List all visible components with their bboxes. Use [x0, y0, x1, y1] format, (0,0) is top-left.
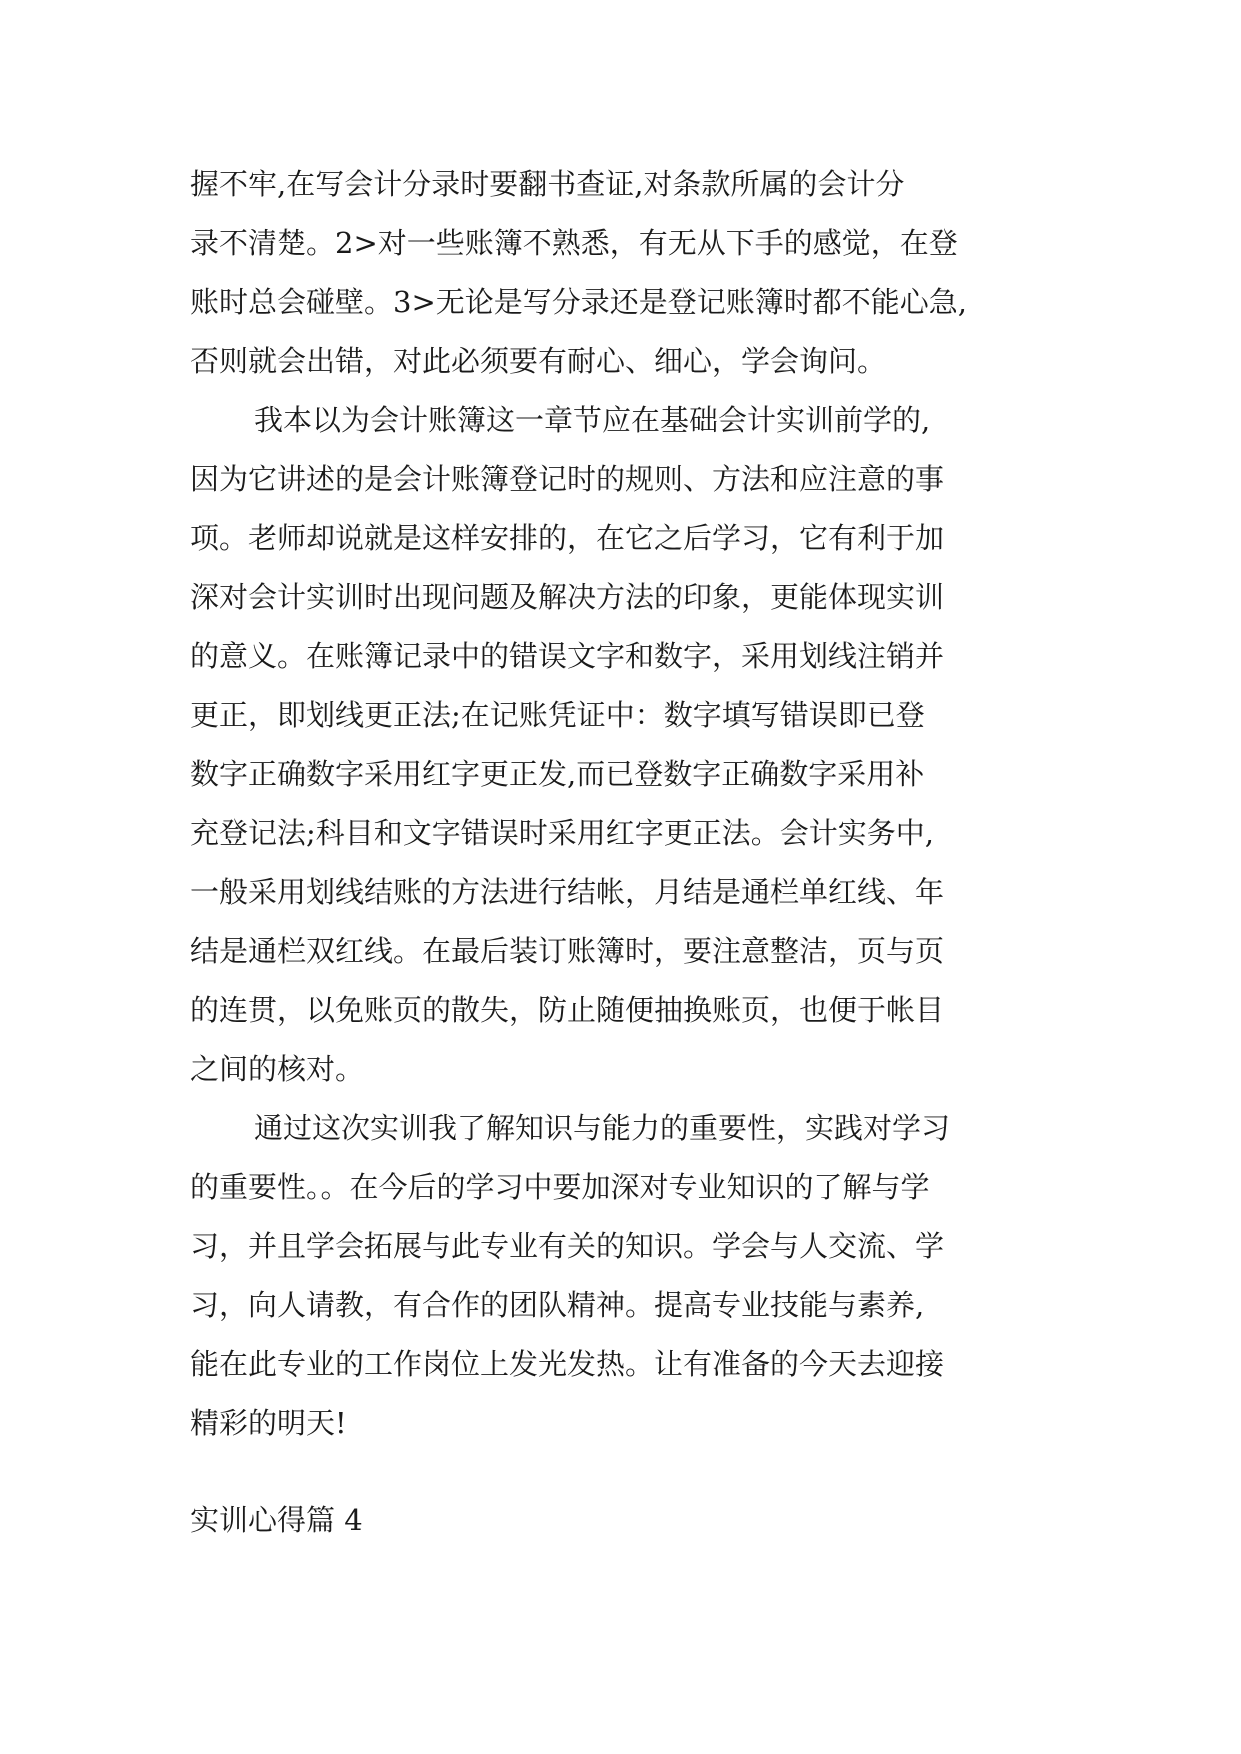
paragraph-2-line-7: 数字正确数字采用红字更正发,而已登数字正确数字采用补: [190, 757, 925, 791]
paragraph-1-line-1: 握不牢,在写会计分录时要翻书查证,对条款所属的会计分: [190, 167, 905, 201]
paragraph-2-line-8: 充登记法;科目和文字错误时采用红字更正法。会计实务中,: [190, 816, 934, 850]
paragraph-2-line-1: 我本以为会计账簿这一章节应在基础会计实训前学的,: [254, 403, 931, 437]
paragraph-2-line-2: 因为它讲述的是会计账簿登记时的规则、方法和应注意的事: [190, 462, 945, 496]
paragraph-1-line-4: 否则就会出错，对此必须要有耐心、细心，学会询问。: [190, 344, 887, 378]
paragraph-1-line-3: 账时总会碰壁。3>无论是写分录还是登记账簿时都不能心急,: [190, 285, 967, 319]
section-heading: 实训心得篇 4: [190, 1503, 363, 1537]
paragraph-2-line-9: 一般采用划线结账的方法进行结帐，月结是通栏单红线、年: [190, 875, 945, 909]
paragraph-2-line-5: 的意义。在账簿记录中的错误文字和数字，采用划线注销并: [190, 639, 945, 673]
paragraph-2-line-10: 结是通栏双红线。在最后装订账簿时，要注意整洁，页与页: [190, 934, 945, 968]
paragraph-3-line-3: 习，并且学会拓展与此专业有关的知识。学会与人交流、学: [190, 1229, 945, 1263]
paragraph-1-line-2: 录不清楚。2>对一些账簿不熟悉，有无从下手的感觉，在登: [190, 226, 958, 260]
paragraph-3-line-4: 习，向人请教，有合作的团队精神。提高专业技能与素养,: [190, 1288, 925, 1322]
paragraph-3-line-5: 能在此专业的工作岗位上发光发热。让有准备的今天去迎接: [190, 1347, 945, 1381]
paragraph-3-line-2: 的重要性。。在今后的学习中要加深对专业知识的了解与学: [190, 1170, 930, 1204]
paragraph-2-line-4: 深对会计实训时出现问题及解决方法的印象，更能体现实训: [190, 580, 945, 614]
paragraph-2-line-12: 之间的核对。: [190, 1052, 365, 1086]
paragraph-2-line-11: 的连贯，以免账页的散失，防止随便抽换账页，也便于帐目: [190, 993, 945, 1027]
paragraph-2-line-6: 更正，即划线更正法;在记账凭证中：数字填写错误即已登: [190, 698, 925, 732]
paragraph-2-line-3: 项。老师却说就是这样安排的，在它之后学习，它有利于加: [190, 521, 945, 555]
paragraph-3-line-1: 通过这次实训我了解知识与能力的重要性，实践对学习: [254, 1111, 951, 1145]
paragraph-3-line-6: 精彩的明天!: [190, 1406, 347, 1440]
